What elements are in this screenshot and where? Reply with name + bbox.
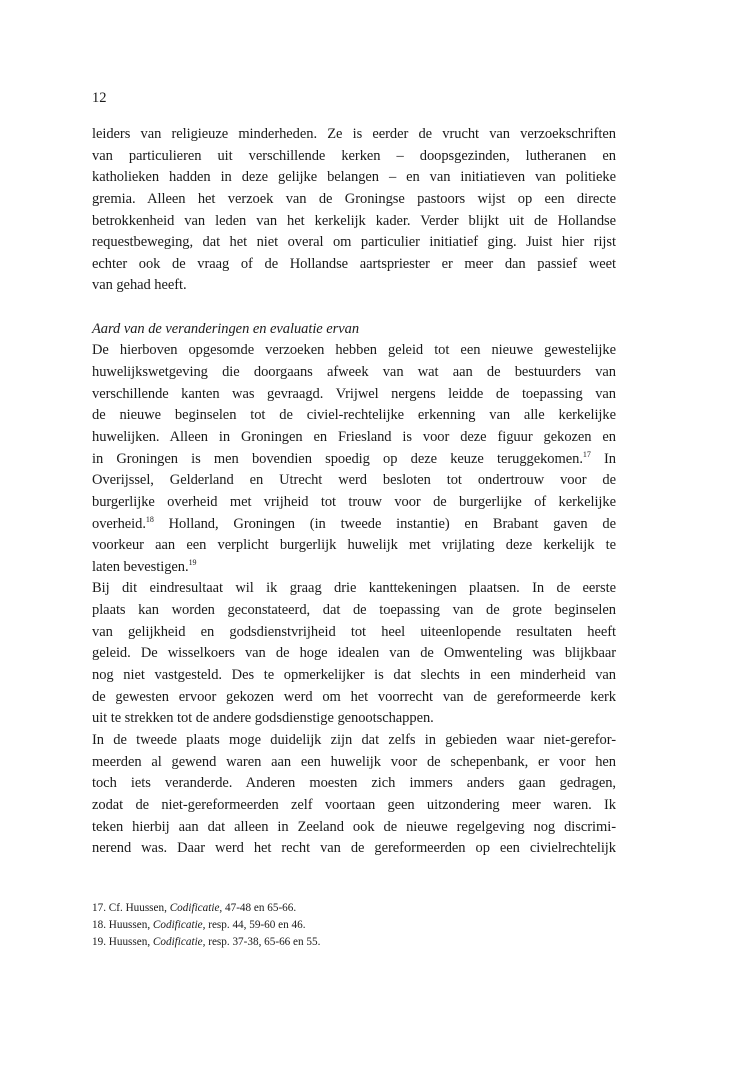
text-line [92, 730, 616, 752]
text-line-continuation: Holland, Groningen (in tweede instantie) en Brabant gaven de [153, 515, 616, 532]
text-line [92, 384, 616, 406]
footnote-reference: 17 [582, 449, 591, 459]
footnote-reference: 19 [188, 557, 197, 567]
text-line [92, 535, 616, 557]
text-line [92, 405, 616, 427]
footnote-number: 17. [92, 902, 106, 914]
footnote-number: 18. [92, 919, 106, 931]
text-line [92, 752, 616, 774]
text-line [92, 232, 616, 254]
text-line [92, 492, 616, 514]
text-line [92, 665, 616, 687]
text-line [92, 557, 616, 579]
text-line-content: uit te strekken tot de andere godsdienstige genootschappen. [92, 710, 434, 727]
footnote [92, 917, 616, 934]
footnote-citation: Codificatie, [152, 936, 206, 948]
footnote-citation: Codificatie, [169, 902, 223, 914]
text-line-content: verschillende kanten was gevraagd. Vrijwel nergens leidde de toepassing van [92, 385, 616, 402]
text-line-content: de gewesten ervoor gekozen werd om het voorrecht van de gereformeerde kerk [92, 688, 616, 705]
footnote-text: Huussen, [105, 919, 153, 931]
text-line [92, 167, 616, 189]
footnote-text: Huussen, [105, 936, 153, 948]
text-line-content: betrokkenheid van leden van het kerkelijk kader. Verder blijkt uit de Hollandse [92, 212, 616, 229]
text-line [92, 514, 616, 536]
text-line [92, 189, 616, 211]
text-line-content: plaats kan worden geconstateerd, dat de toepassing van de grote beginselen [92, 602, 616, 619]
body-text [92, 124, 616, 860]
text-line [92, 449, 616, 471]
text-line-content: katholieken hadden in deze gelijke belangen – en van initiatieven van politieke [92, 169, 616, 186]
document-page [92, 0, 616, 1068]
text-line-content: huwelijken. Alleen in Groningen en Friesland is voor deze figuur gekozen en [92, 428, 616, 445]
text-line [92, 622, 616, 644]
footnote [92, 934, 616, 951]
text-line [92, 254, 616, 276]
footnote-text: resp. 44, 59-60 en 46. [205, 919, 306, 931]
paragraph-intro-continuation [92, 124, 616, 297]
text-line-content: requestbeweging, dat het niet overal om particulier initiatief ging. Juist hier rijst [92, 234, 616, 251]
text-line [92, 211, 616, 233]
footnote-number: 19. [92, 936, 106, 948]
text-line-content: geleid. De wisselkoers van de hoge idealen van de Omwenteling was blijkbaar [92, 645, 616, 662]
text-line [92, 600, 616, 622]
footnote-text: Cf. Huussen, [105, 902, 170, 914]
text-line-content: nog niet vastgesteld. Des te opmerkelijker is dat slechts in een minderheid van [92, 667, 616, 684]
text-line-content: overheid. [92, 515, 146, 532]
footnotes [92, 900, 616, 951]
footnote-citation: Codificatie, [152, 919, 206, 931]
text-line-content: Bij dit eindresultaat wil ik graag drie kanttekeningen plaatsen. In de eerste [92, 580, 616, 597]
text-line [92, 362, 616, 384]
text-line [92, 838, 616, 860]
text-line-content: echter ook de vraag of de Hollandse aartspriester er meer dan passief weet [92, 255, 616, 272]
text-line-content: leiders van religieuze minderheden. Ze is eerder de vrucht van verzoekschriften [92, 126, 616, 142]
footnote-text: 47-48 en 65-66. [222, 902, 297, 914]
text-line-content: gremia. Alleen het verzoek van de Groningse pastoors wijst op een directe [92, 190, 616, 207]
text-line [92, 427, 616, 449]
text-line-content: toch iets veranderde. Anderen moesten zich immers anders gaan gedragen, [92, 775, 616, 792]
text-line-content: zodat de niet-gereformeerden zelf voortaan geen uitzondering meer waren. Ik [92, 796, 616, 813]
text-line-content: van particulieren uit verschillende kerken – doopsgezinden, lutheranen en [92, 147, 616, 164]
text-line [92, 687, 616, 709]
text-line-content: nerend was. Daar werd het recht van de gereformeerden op een civielrechtelijk [92, 840, 616, 857]
text-line [92, 578, 616, 600]
text-line [92, 708, 616, 730]
text-line [92, 817, 616, 839]
section-body [92, 340, 616, 859]
text-line-content: Overijssel, Gelderland en Utrecht werd besloten tot ondertrouw voor de [92, 472, 616, 489]
text-line-content: In de tweede plaats moge duidelijk zijn dat zelfs in gebieden waar niet-gerefor- [92, 731, 616, 748]
page-number: 12 [92, 90, 107, 106]
text-line-content: huwelijkswetgeving die doorgaans afweek van wat aan de bestuurders van [92, 364, 616, 381]
text-line-content: voorkeur aan een verplicht burgerlijk huwelijk met vrijlating deze kerkelijk te [92, 537, 616, 554]
text-line [92, 470, 616, 492]
section-heading: Aard van de veranderingen en evaluatie ervan [92, 320, 360, 337]
text-line-content: meerden al gewend waren aan een huwelijk voor de schepenbank, er voor hen [92, 753, 616, 770]
text-line-continuation: In [590, 450, 616, 467]
paragraph-gap [92, 297, 616, 319]
footnote-text: resp. 37-38, 65-66 en 55. [205, 936, 321, 948]
text-line [92, 124, 616, 146]
text-line-content: van gehad heeft. [92, 277, 187, 294]
text-line [92, 340, 616, 362]
text-line [92, 643, 616, 665]
text-line [92, 275, 616, 297]
text-line [92, 146, 616, 168]
text-line-content: De hierboven opgesomde verzoeken hebben geleid tot een nieuwe gewestelijke [92, 342, 616, 359]
footnote [92, 900, 616, 917]
text-line-content: teken hierbij aan dat alleen in Zeeland ook de nieuwe regelgeving nog discrimi- [92, 818, 616, 835]
text-line-content: in Groningen is men bovendien spoedig op deze keuze teruggekomen. [92, 450, 583, 467]
text-line [92, 773, 616, 795]
text-line-content: burgerlijke overheid met vrijheid tot trouw voor de burgerlijke of kerkelijke [92, 493, 616, 510]
text-line-content: laten bevestigen. [92, 558, 189, 575]
text-line-content: van gelijkheid en godsdienstvrijheid tot heel uiteenlopende resultaten heeft [92, 623, 616, 640]
footnote-reference: 18 [145, 514, 154, 524]
text-line-content: de nieuwe beginselen tot de civiel-rechtelijke erkenning van alle kerkelijke [92, 407, 616, 424]
text-line [92, 795, 616, 817]
